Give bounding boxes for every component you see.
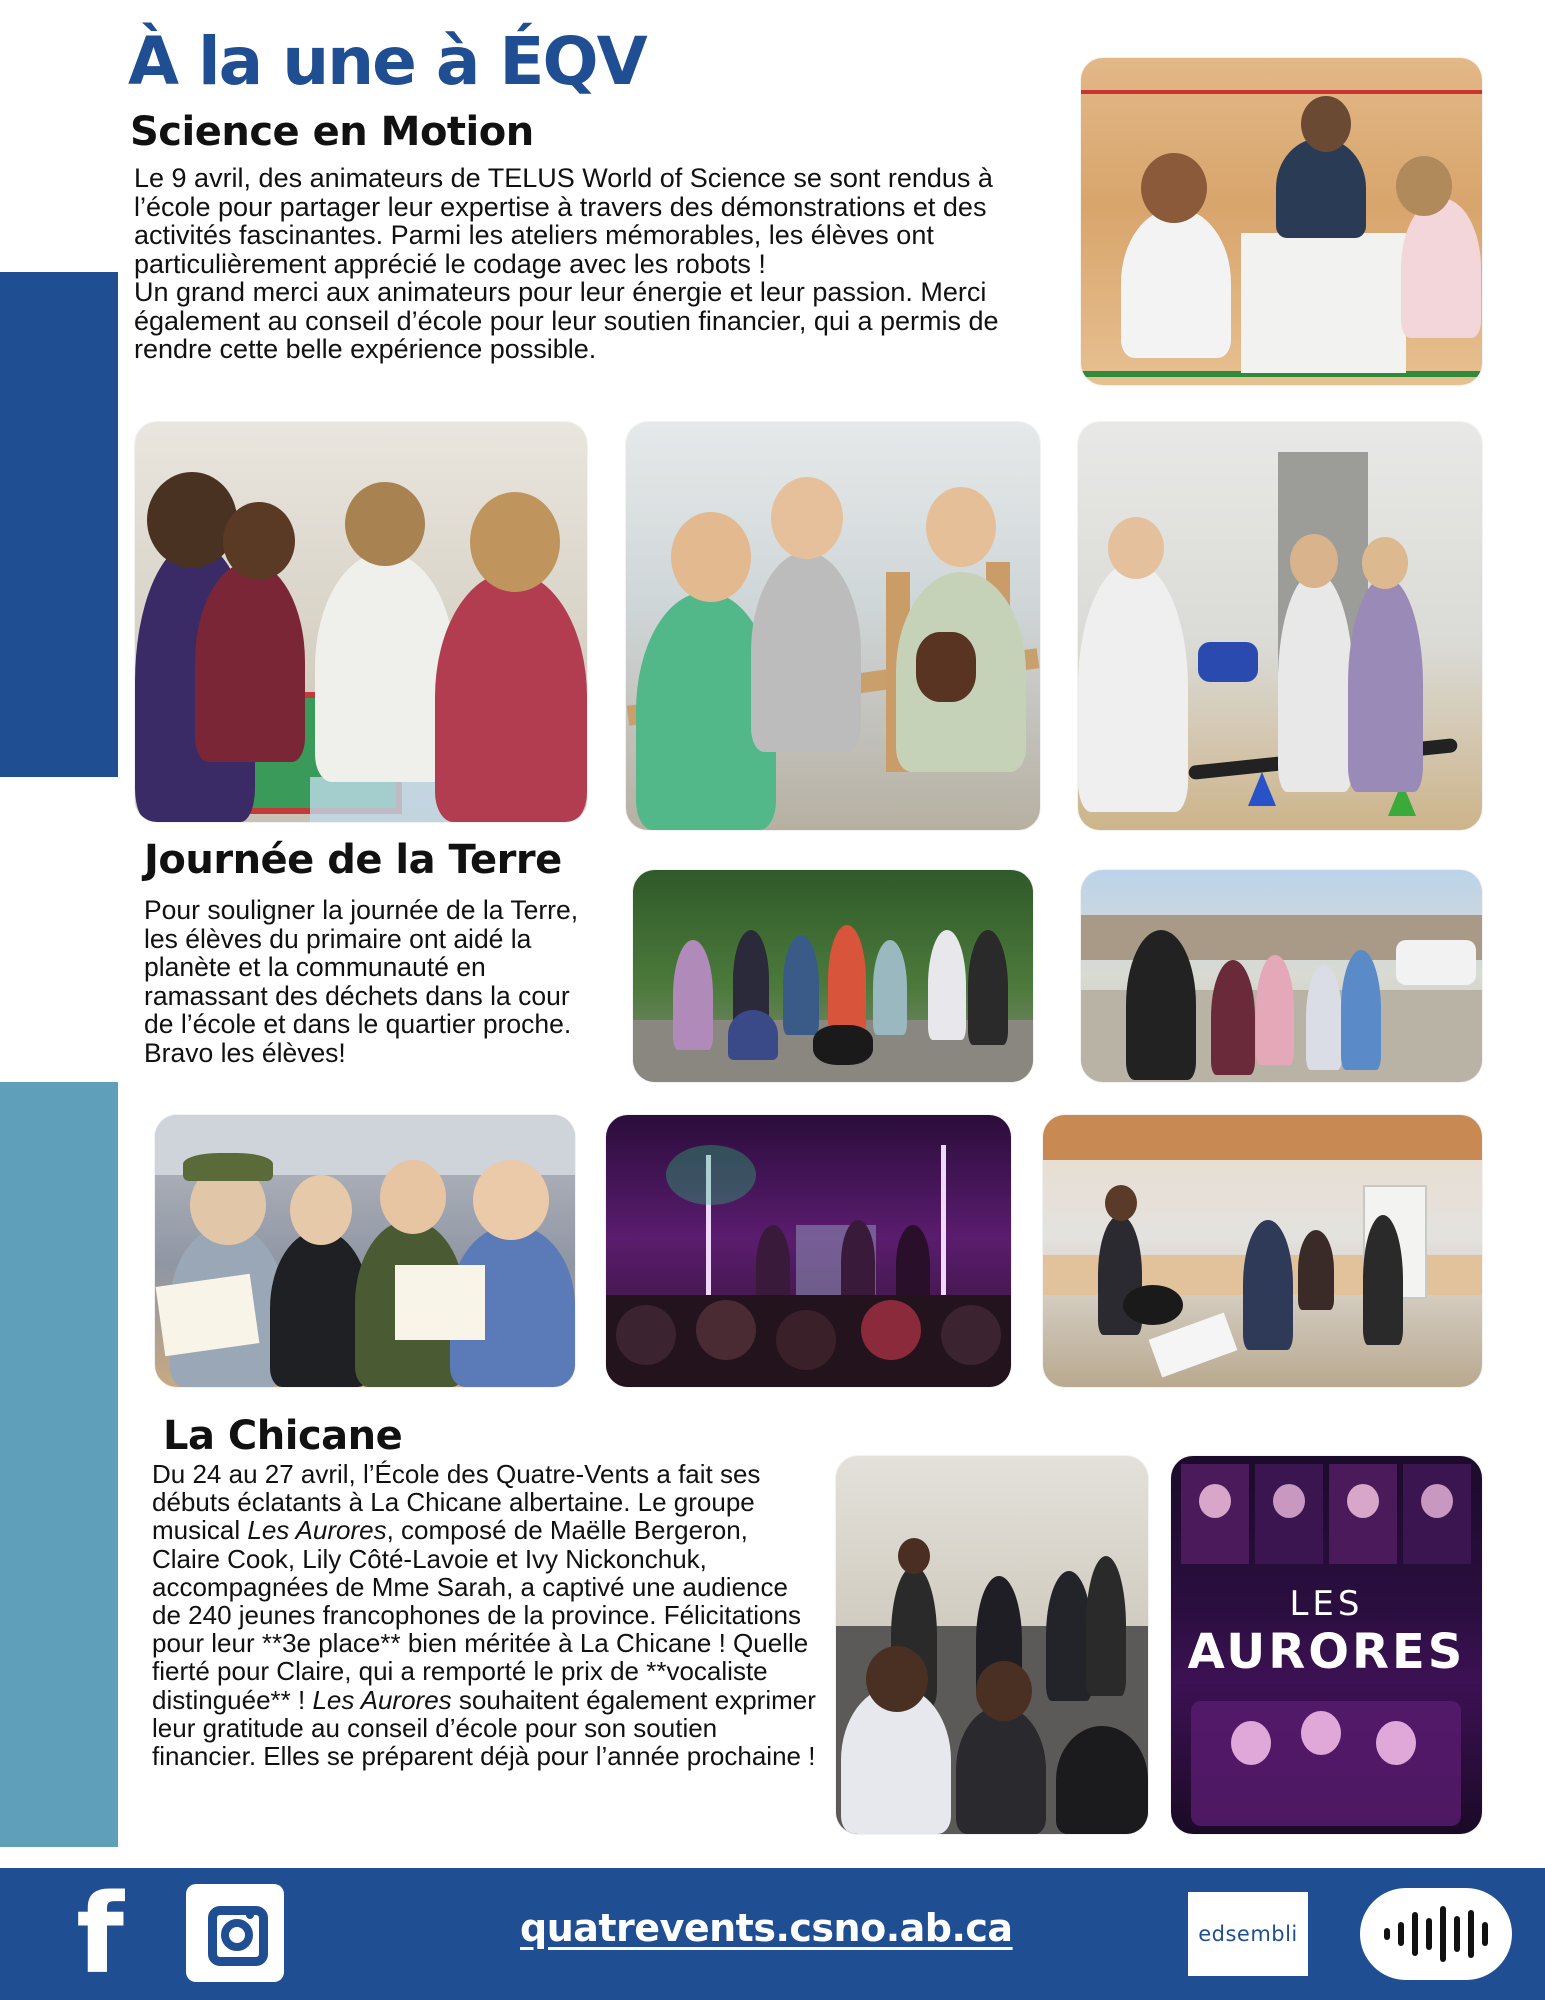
- page-title: À la une à ÉQV: [128, 23, 646, 100]
- science-paragraph-2: Un grand merci aux animateurs pour leur énergie et leur passion. Merci également au conseil d’école pour leur soutien financier, qui a permis de rendre cette belle expérience possible.: [134, 277, 999, 364]
- instagram-icon[interactable]: [186, 1884, 284, 1982]
- chicane-text-part-3: souhaitent également exprimer leur gratitude au conseil d’école pour son soutien financier. Elles se préparent déjà pour l’année prochaine !: [152, 1684, 816, 1772]
- audio-waveform-icon[interactable]: [1360, 1888, 1512, 1980]
- side-accent-bar-light: [0, 1082, 118, 1847]
- photo-concert-stage: [606, 1115, 1011, 1387]
- poster-title-aurores: AURORES: [1187, 1624, 1466, 1680]
- photo-band-performance-audience: [836, 1456, 1148, 1834]
- science-text: [134, 164, 1044, 364]
- edsembli-logo[interactable]: edsembli: [1188, 1892, 1308, 1976]
- photo-earth-day-group: [633, 870, 1033, 1082]
- science-paragraph-1: Le 9 avril, des animateurs de TELUS World of Science se sont rendus à l’école pour partager leur expertise à travers des démonstrations et des activités fascinantes. Parmi les ateliers mémorables, les élèves ont particulièrement apprécié le codage avec les robots !: [134, 163, 993, 279]
- photo-students-medals: [155, 1115, 575, 1387]
- photo-bridge-building: [626, 422, 1040, 830]
- photo-robot-track: [1078, 422, 1482, 830]
- footer-bar: [0, 1868, 1545, 2000]
- heading-la-chicane: La Chicane: [163, 1413, 403, 1459]
- heading-science-en-motion: Science en Motion: [130, 109, 534, 155]
- chicane-text-part-2: , composé de Maëlle Bergeron, Claire Cook, Lily Côté-Lavoie et Ivy Nickonchuk, accompagnées de Mme Sarah, a captivé une audience de 240 jeunes francophones de la province. Félicitations pour leur **3e place** bien méritée à La Chicane ! Quelle fierté pour Claire, qui a remporté le prix de **vocaliste distinguée** !: [152, 1515, 809, 1715]
- chicane-text: [152, 1460, 817, 1770]
- side-accent-bar-dark: [0, 272, 118, 777]
- band-name-2: Les Aurores: [312, 1684, 452, 1715]
- terre-paragraph: Pour souligner la journée de la Terre, les élèves du primaire ont aidé la planète et la communauté en ramassant des déchets dans la cour de l’école et dans le quartier proche. Bravo les élèves!: [144, 895, 579, 1068]
- photo-earth-day-street: [1081, 870, 1482, 1082]
- terre-text: [144, 896, 604, 1067]
- facebook-icon[interactable]: f: [76, 1870, 124, 1998]
- photo-magnetic-tiles: [135, 422, 587, 822]
- chicane-paragraph: [152, 1460, 817, 1770]
- les-aurores-poster: [1171, 1456, 1482, 1834]
- poster-title-les: LES: [1289, 1584, 1364, 1624]
- photo-band-rehearsal-room: [1043, 1115, 1482, 1387]
- heading-journee-de-la-terre: Journée de la Terre: [144, 837, 562, 883]
- chicane-text-part-1: Du 24 au 27 avril, l’École des Quatre-Vents a fait ses débuts éclatants à La Chicane albertaine. Le groupe musical: [152, 1459, 761, 1546]
- photo-robot-coding-gym: [1081, 58, 1482, 385]
- band-name: Les Aurores: [247, 1515, 387, 1546]
- website-link[interactable]: quatrevents.csno.ab.ca: [520, 1906, 1013, 1950]
